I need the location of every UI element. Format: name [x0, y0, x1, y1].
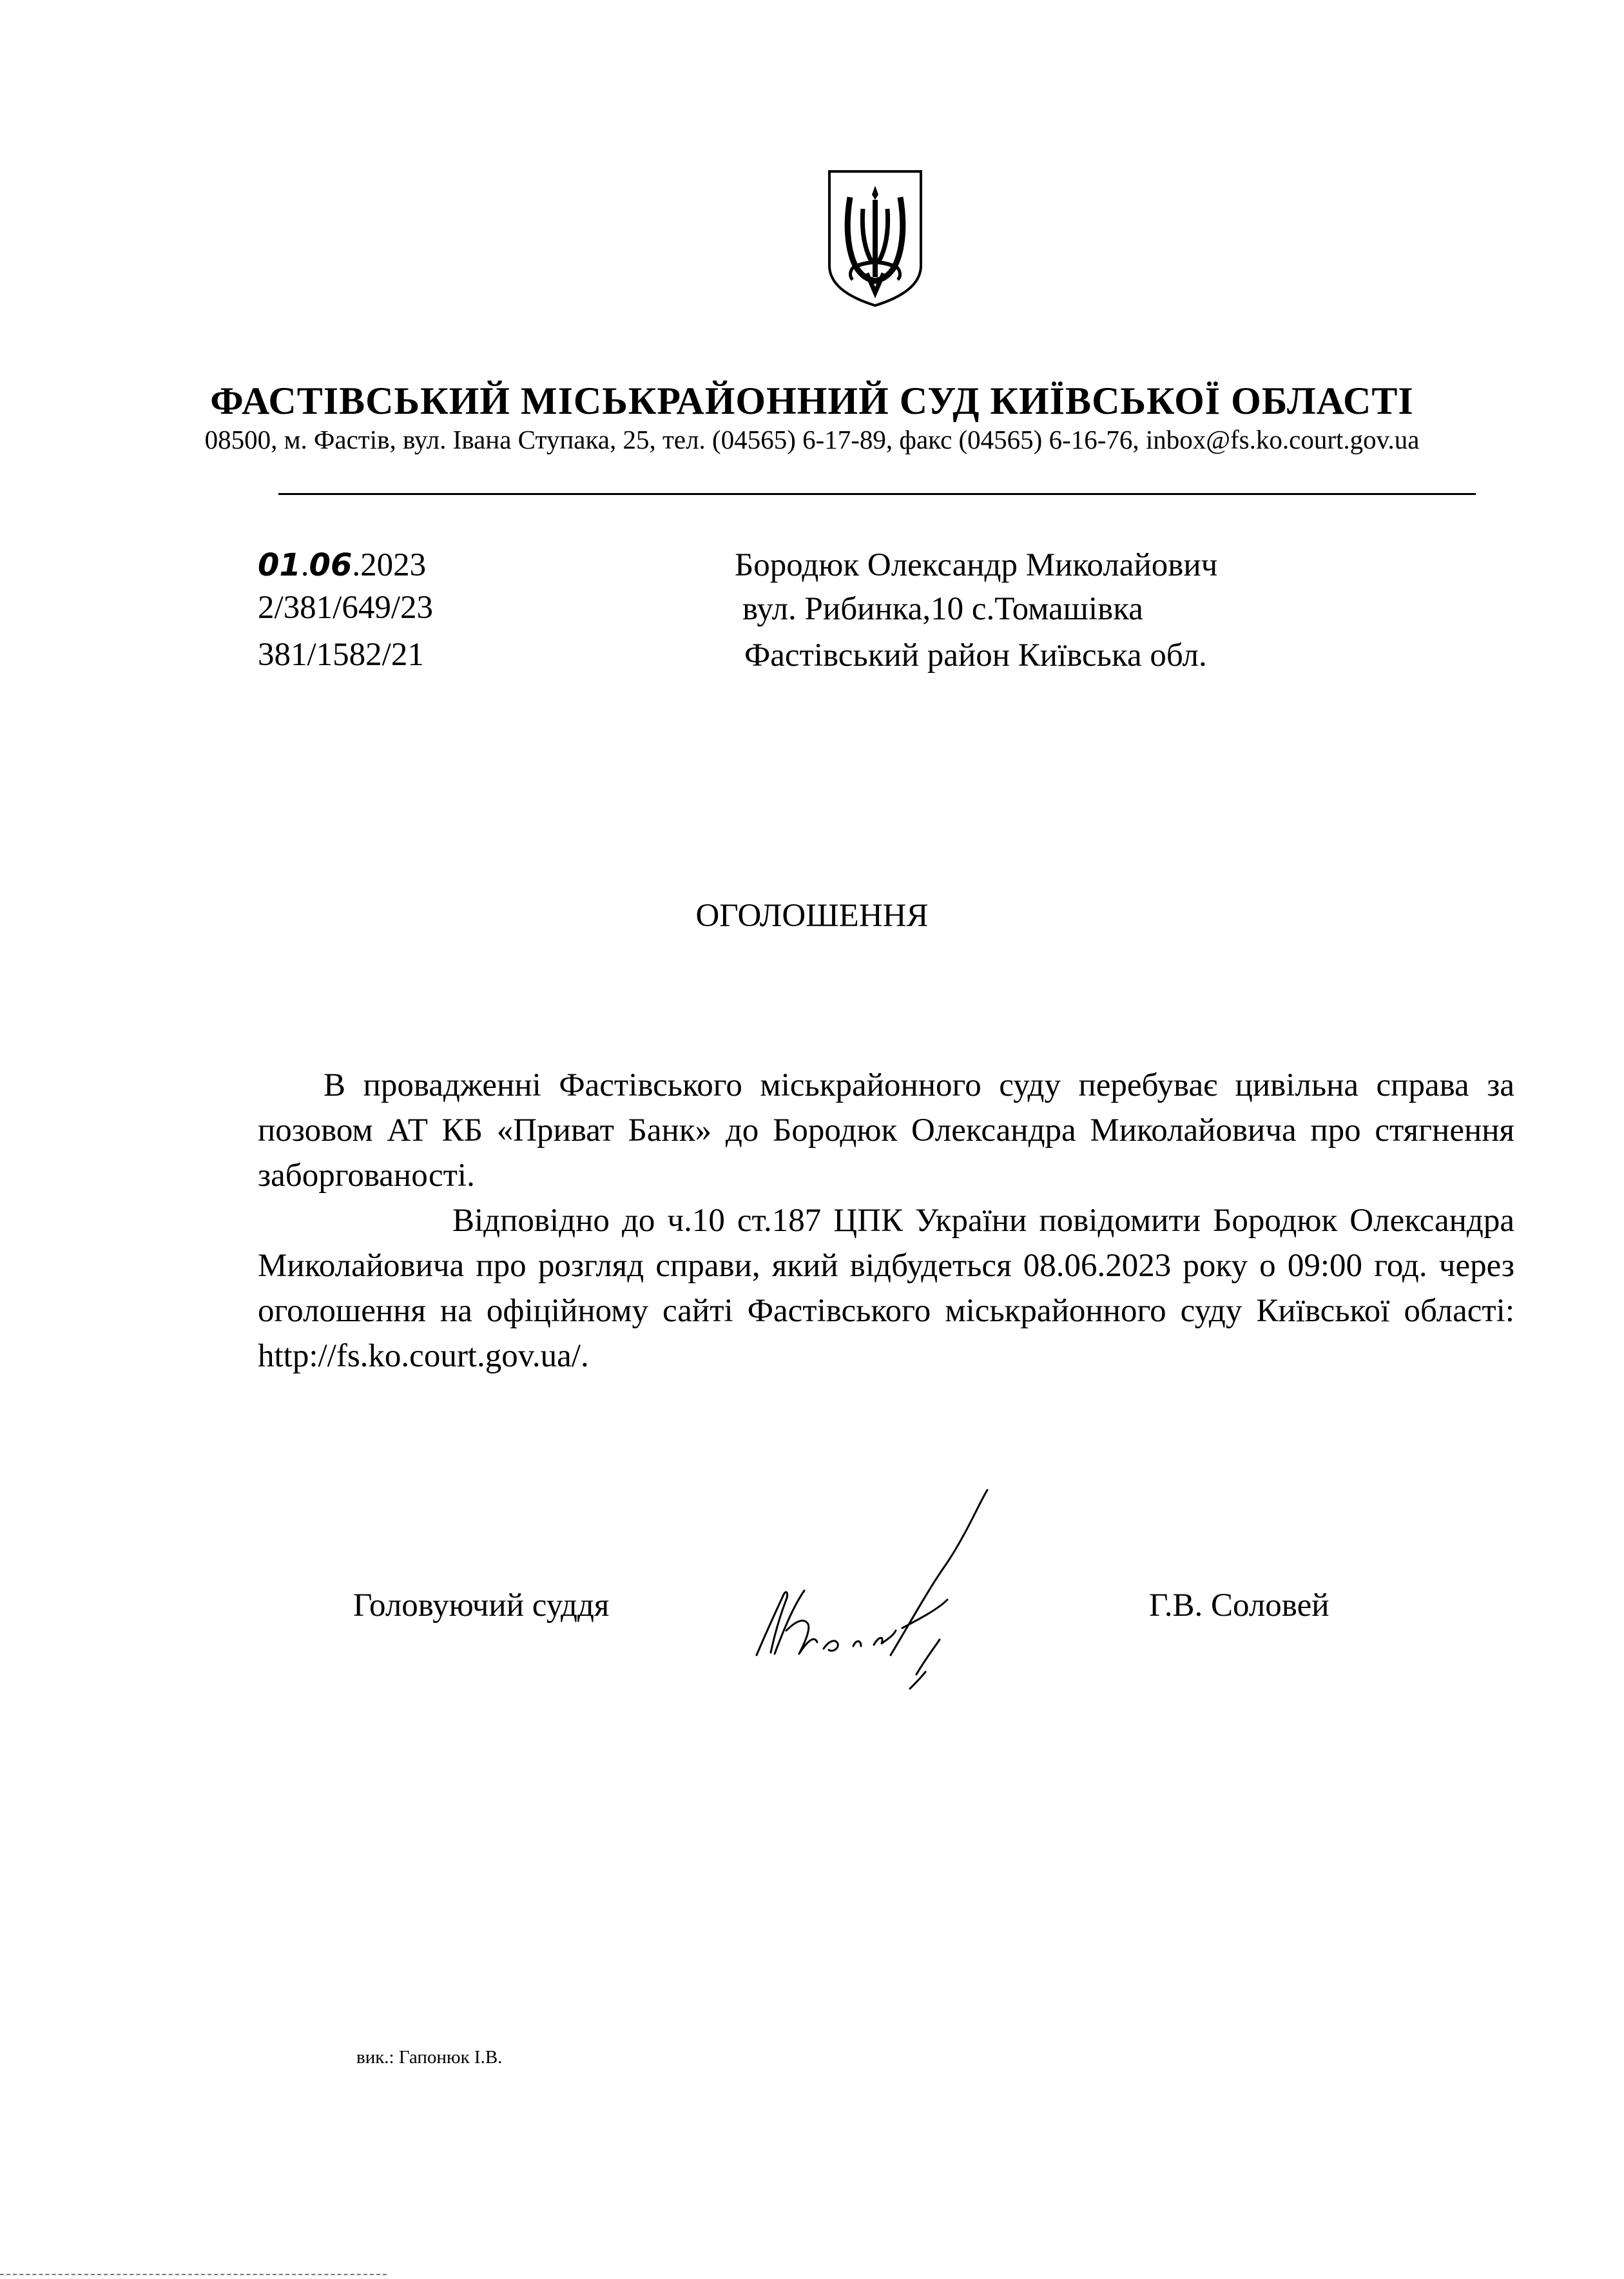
- printed-year: .2023: [352, 547, 427, 583]
- judge-name: Г.В. Соловей: [1149, 1587, 1329, 1624]
- signatory-role: Головуючий суддя: [353, 1587, 610, 1624]
- scan-edge-line: [0, 2274, 387, 2275]
- handwritten-signature: [741, 1462, 1050, 1694]
- addressee-name: Бородюк Олександр Миколайович: [735, 547, 1218, 583]
- addressee-street: вул. Рибинка,10 с.Томашівка: [742, 591, 1143, 627]
- header-divider: [278, 493, 1476, 495]
- notice-paragraph-1: В провадженні Фастівського міськрайонного суду перебуває цивільна справа за позовом АТ КБ «Приват Банк» до Бородюк Олександра Миколайовича про стягнення заборгованості.: [258, 1067, 1514, 1194]
- case-number-2: 381/1582/21: [258, 637, 424, 673]
- notice-title: ОГОЛОШЕННЯ: [695, 898, 929, 934]
- handwritten-day: 01: [258, 547, 301, 583]
- date-separator: .: [300, 547, 309, 583]
- notice-paragraph-2: Відповідно до ч.10 ст.187 ЦПК України повідомити Бородюк Олександра Миколайовича про розгляд справи, який відбудеться 08.06.2023 року о 09:00 год. через оголошення на офіційному сайті Фастівського міськрайонного суду Київської області: http://fs.ko.court.gov.ua/.: [258, 1203, 1514, 1374]
- court-name-heading: ФАСТІВСЬКИЙ МІСЬКРАЙОННИЙ СУД КИЇВСЬКОЇ ОБЛАСТІ: [210, 380, 1414, 422]
- case-number-1: 2/381/649/23: [258, 590, 434, 626]
- handwritten-month: 06: [309, 547, 353, 583]
- coat-of-arms-icon: [827, 169, 923, 308]
- document-date: [258, 547, 426, 584]
- addressee-region: Фастівський район Київська обл.: [744, 637, 1207, 674]
- court-contacts: 08500, м. Фастів, вул. Івана Ступака, 25, тел. (04565) 6-17-89, факс (04565) 6-16-76, inbox@fs.ko.court.gov.ua: [204, 425, 1420, 454]
- executor-note: вик.: Гапонюк І.В.: [356, 2047, 503, 2068]
